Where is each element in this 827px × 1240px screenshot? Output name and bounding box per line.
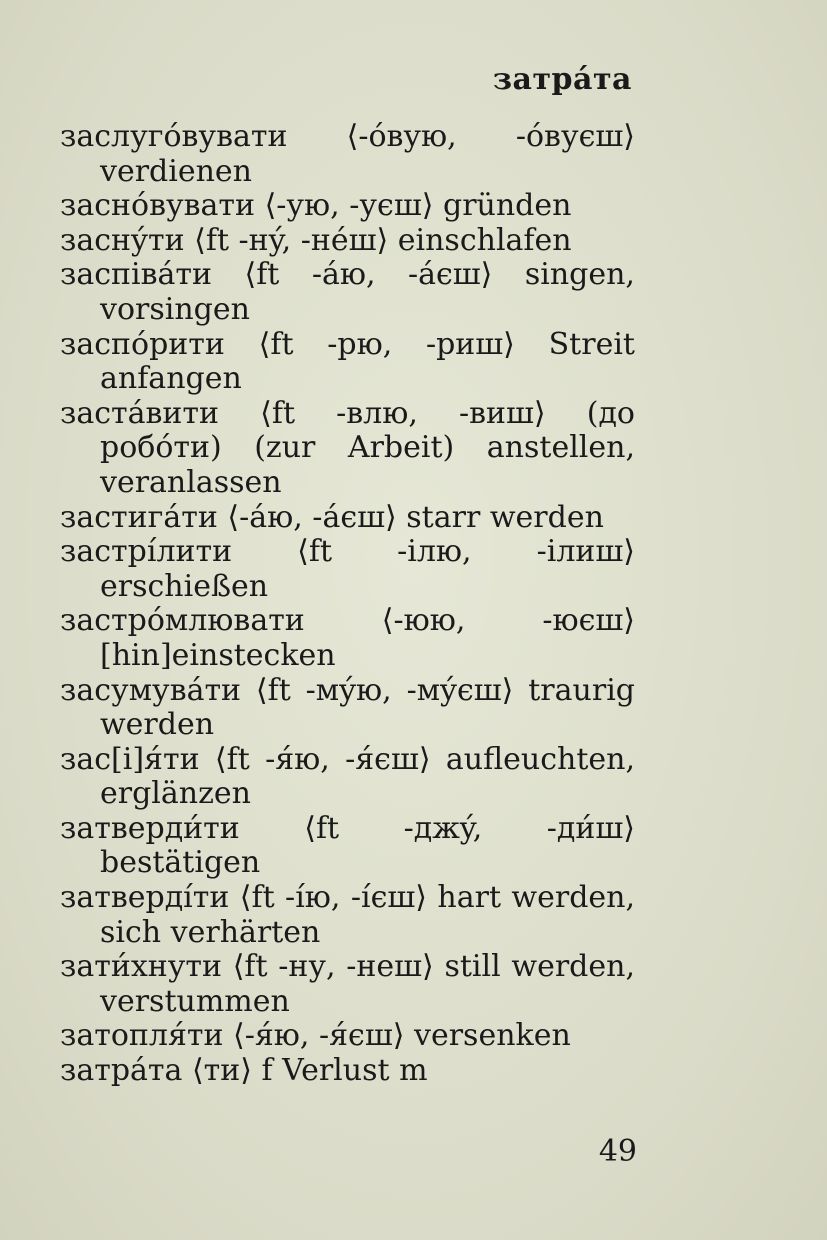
entry-grammar: ⟨ft -ілю, -ілиш⟩ <box>297 534 635 570</box>
entry-headword: заснýти <box>60 222 185 258</box>
entry-grammar: ⟨-áю, -áєш⟩ <box>227 499 397 535</box>
entry-definition: singen, vorsingen <box>100 257 635 327</box>
dictionary-entry <box>60 189 635 224</box>
entry-headword: заснóвувати <box>60 188 256 224</box>
entry-definition: versenken <box>414 1018 571 1054</box>
dictionary-entry <box>60 501 635 536</box>
dictionary-entry <box>60 535 635 604</box>
entry-headword: затопля́ти <box>60 1018 224 1054</box>
dictionary-entry <box>60 881 635 950</box>
entry-grammar: ⟨-юю, -юєш⟩ <box>381 603 635 639</box>
dictionary-entry <box>60 120 635 189</box>
entry-headword: затверди́ти <box>60 810 240 846</box>
entry-definition: still werden, verstummen <box>100 949 635 1019</box>
running-head: затрáта <box>492 62 632 97</box>
page-number: 49 <box>598 1134 637 1169</box>
entry-headword: заслугóвувати <box>60 119 288 154</box>
entry-headword: зас[і]я́ти <box>60 741 200 777</box>
dictionary-entry <box>60 743 635 812</box>
dictionary-entry <box>60 258 635 327</box>
entry-definition: bestätigen <box>100 845 261 881</box>
entry-definition: traurig werden <box>100 672 635 743</box>
entry-definition: Verlust m <box>282 1053 428 1089</box>
entry-grammar: ⟨ти⟩ f <box>191 1053 273 1089</box>
entry-definition: einschlafen <box>397 222 572 258</box>
dictionary-entry <box>60 604 635 673</box>
entry-definition: gründen <box>442 188 572 224</box>
dictionary-entry <box>60 950 635 1019</box>
dictionary-entry <box>60 1019 635 1054</box>
entry-grammar: ⟨ft -мýю, -мýєш⟩ <box>255 672 514 708</box>
entry-definition: Streit anfangen <box>100 326 635 397</box>
entry-headword: застрóмлювати <box>60 603 305 639</box>
entry-grammar: ⟨ft -íю, -íєш⟩ <box>239 880 427 916</box>
dictionary-entry <box>60 328 635 397</box>
entry-grammar: ⟨ft -рю, -риш⟩ <box>258 326 515 362</box>
entry-definition: (до робóти) (zur Arbeit) anstellen, veranlassen <box>100 395 635 500</box>
dictionary-entry <box>60 812 635 881</box>
entry-list <box>60 120 635 1089</box>
entry-grammar: ⟨ft -джý, -ди́ш⟩ <box>304 810 635 846</box>
dictionary-entry <box>60 1054 635 1089</box>
entry-definition: [hin]einstecken <box>100 637 336 673</box>
entry-headword: зати́хнути <box>60 949 222 985</box>
entry-grammar: ⟨ft -влю, -виш⟩ <box>260 395 546 431</box>
entry-definition: verdienen <box>100 153 252 189</box>
entry-headword: засумувáти <box>60 672 242 708</box>
entry-definition: erschießen <box>100 568 269 604</box>
entry-headword: заспівáти <box>60 257 213 293</box>
entry-headword: застáвити <box>60 395 220 431</box>
entry-headword: застрі́лити <box>60 534 233 570</box>
entry-grammar: ⟨ft -я́ю, -я́єш⟩ <box>214 741 431 777</box>
entry-grammar: ⟨ft -нý, -нéш⟩ <box>194 222 389 258</box>
dictionary-entry <box>60 674 635 743</box>
entry-grammar: ⟨ft -ну, -неш⟩ <box>232 949 434 985</box>
entry-grammar: ⟨-óвую, -óвуєш⟩ <box>346 119 635 154</box>
entry-definition: aufleuchten, erglänzen <box>100 741 635 812</box>
entry-headword: затрáта <box>60 1053 183 1089</box>
entry-grammar: ⟨ft -áю, -áєш⟩ <box>244 257 493 293</box>
entry-definition: starr werden <box>406 499 604 535</box>
dictionary-entry <box>60 224 635 259</box>
entry-grammar: ⟨-я́ю, -я́єш⟩ <box>233 1018 405 1054</box>
entry-headword: застигáти <box>60 499 218 535</box>
entry-headword: заспóрити <box>60 326 225 362</box>
entry-headword: затверді́ти <box>60 880 230 916</box>
entry-definition: hart werden, sich verhärten <box>100 880 636 950</box>
dictionary-entry <box>60 397 635 501</box>
entry-grammar: ⟨-ую, -уєш⟩ <box>264 188 434 224</box>
